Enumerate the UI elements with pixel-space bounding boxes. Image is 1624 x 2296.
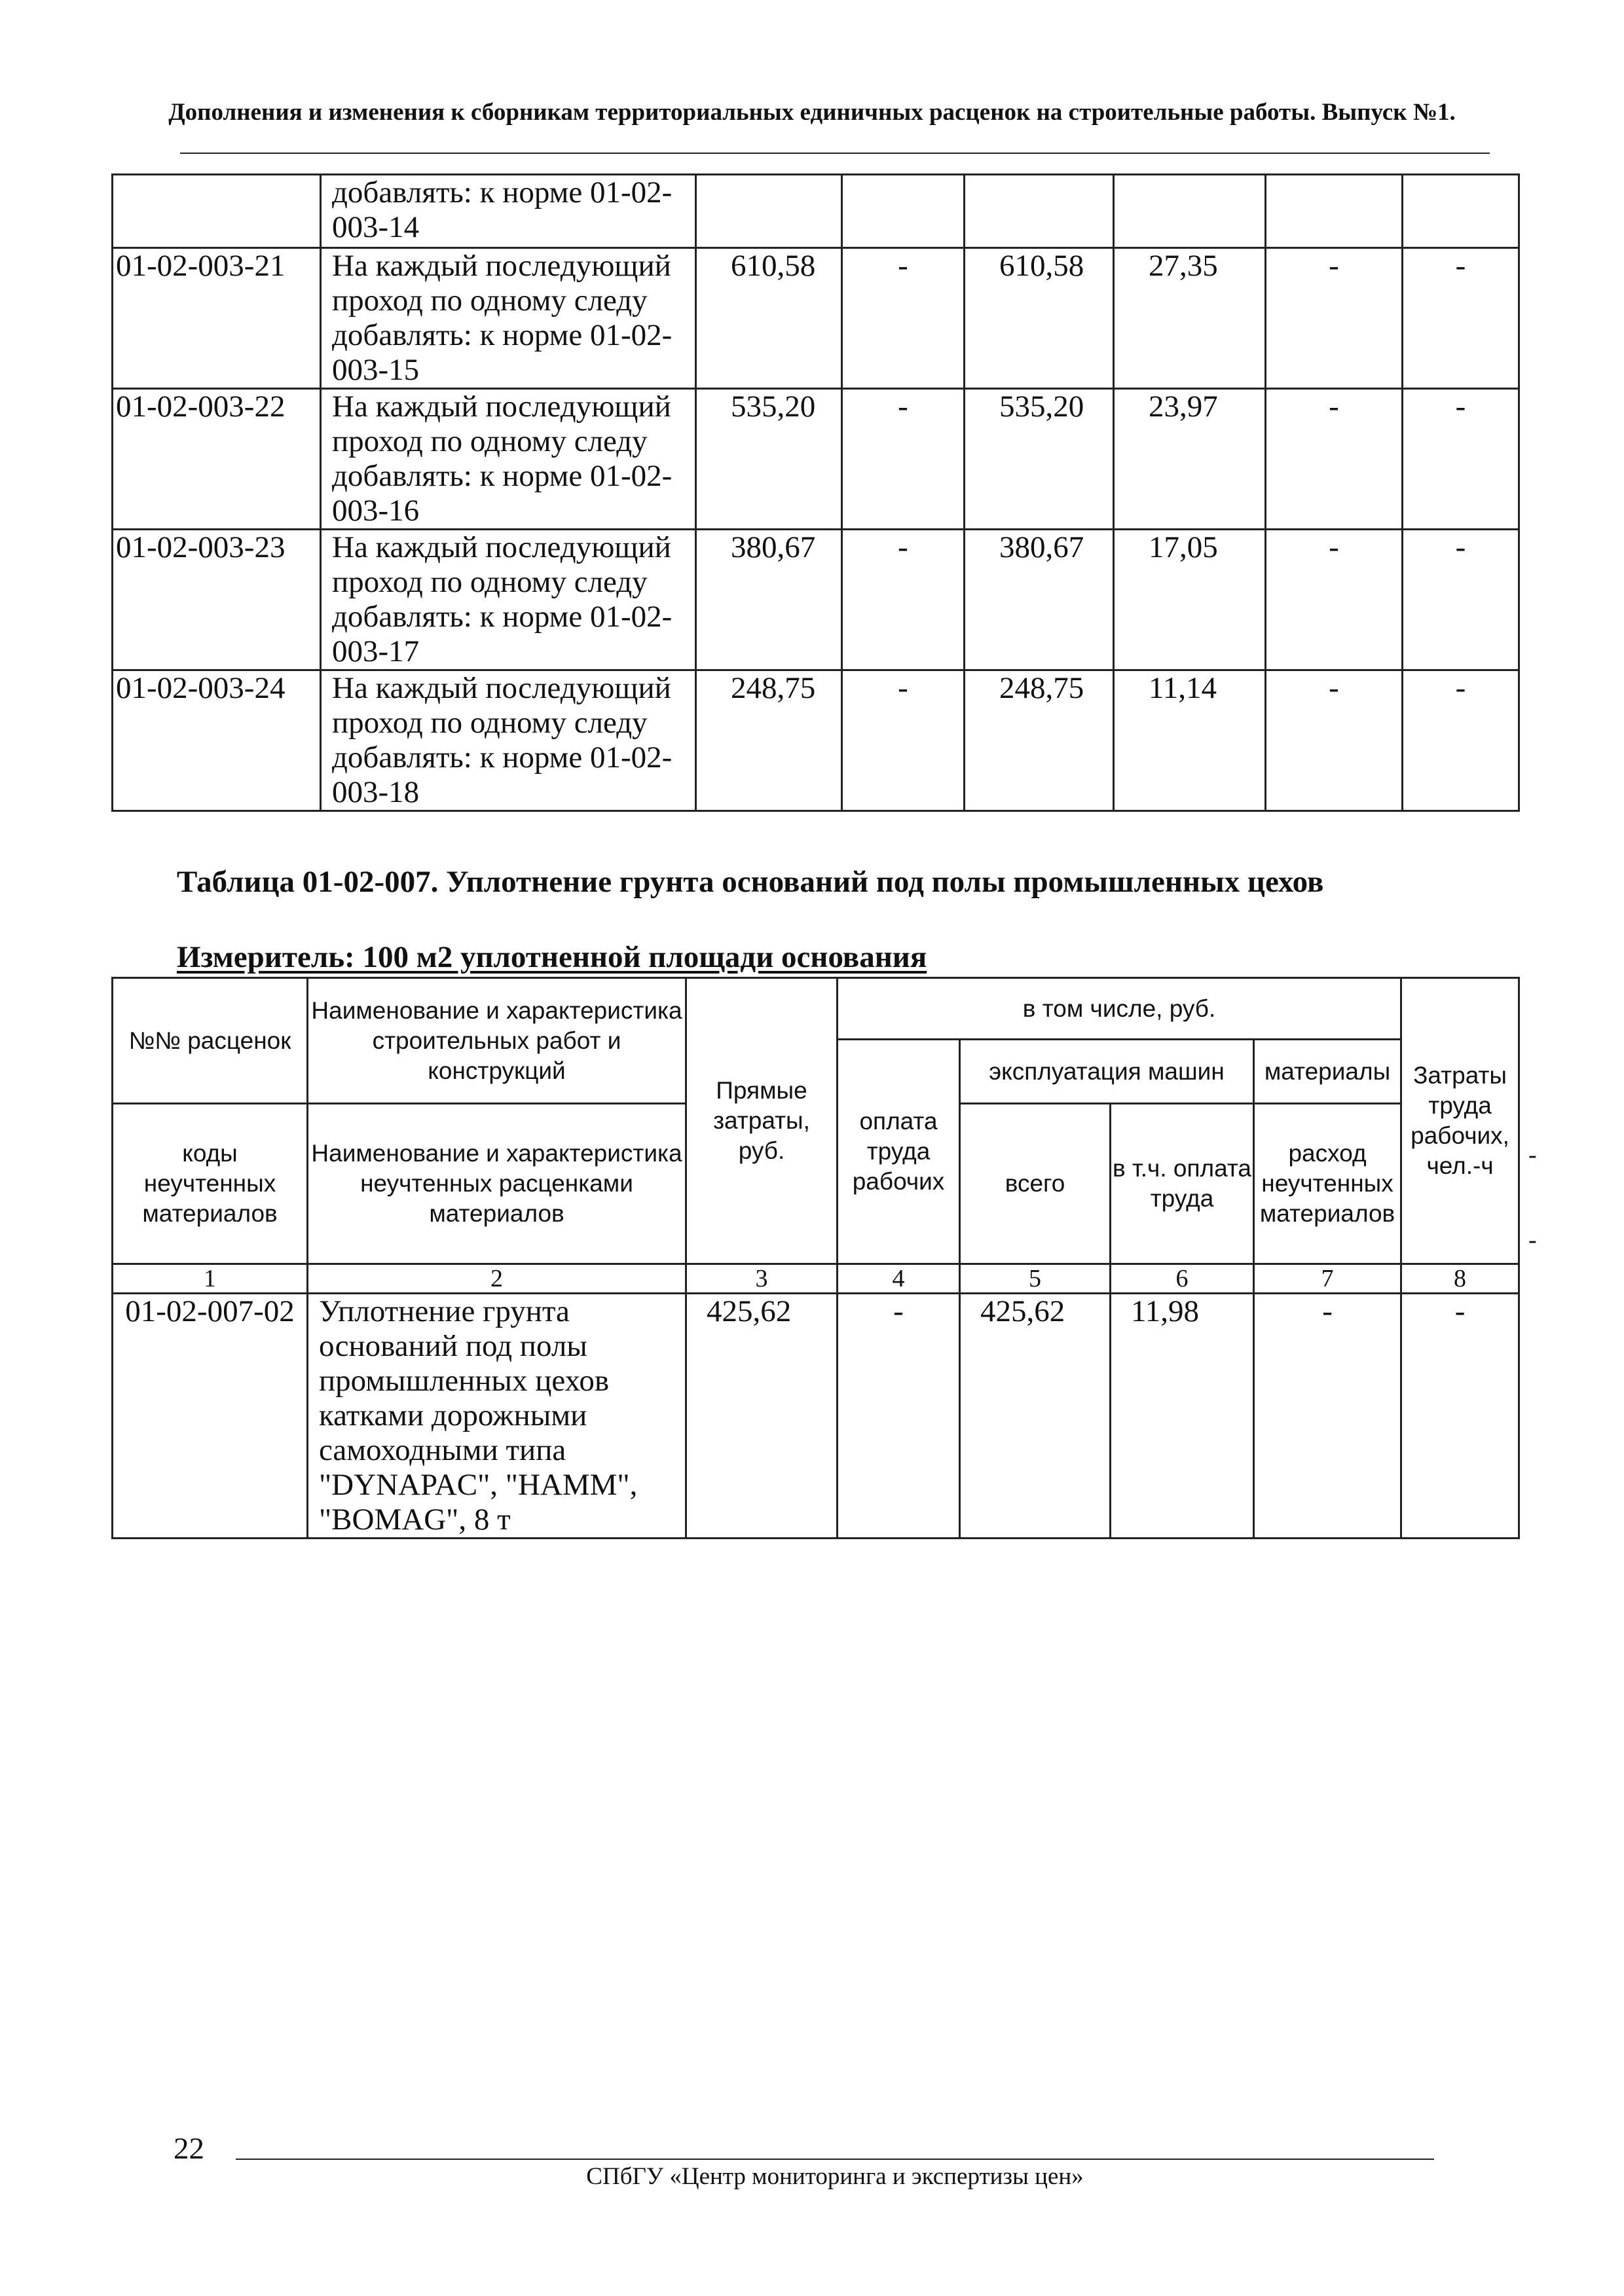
cell-direct: 248,75 (696, 670, 842, 811)
cell-code: 01-02-003-23 (113, 530, 321, 670)
rates-table-continued (111, 173, 1520, 812)
footer-rule (236, 2159, 1434, 2160)
cell-machine-labor: 17,05 (1114, 530, 1266, 670)
cell-name: На каждый последующий проход по одному следу добавлять: к норме 01-02-003-17 (321, 530, 696, 670)
cell-machine-total: 248,75 (965, 670, 1114, 811)
cell-labor-hours: - (1403, 530, 1519, 670)
cell-materials: - (1266, 530, 1403, 670)
column-number: 6 (1111, 1264, 1254, 1294)
cell-code: 01-02-003-24 (113, 670, 321, 811)
column-number: 5 (960, 1264, 1111, 1294)
column-number: 7 (1254, 1264, 1401, 1294)
header-rule (180, 153, 1490, 154)
cell-name: На каждый последующий проход по одному следу добавлять: к норме 01-02-003-16 (321, 389, 696, 530)
cell-materials: - (1266, 248, 1403, 389)
rates-table-01-02-007 (111, 977, 1520, 1539)
column-number: 8 (1401, 1264, 1519, 1294)
cell-materials: - (1266, 670, 1403, 811)
table-row (113, 670, 1519, 811)
header-machines-total: всего (960, 1104, 1111, 1264)
header-codes: коды неучтенных материалов (113, 1104, 308, 1264)
cell-machine-total: 610,58 (965, 248, 1114, 389)
cell-name: На каждый последующий проход по одному следу добавлять: к норме 01-02-003-15 (321, 248, 696, 389)
cell-machine-total (965, 175, 1114, 248)
cell-machine-labor: 11,14 (1114, 670, 1266, 811)
header-including: в том числе, руб. (838, 978, 1401, 1040)
cell-machine-labor: 11,98 (1111, 1294, 1254, 1539)
cell-direct: 535,20 (696, 389, 842, 530)
cell-labor-pay (842, 175, 965, 248)
table-measure: Измеритель: 100 м2 уплотненной площади основания (177, 940, 927, 974)
cell-direct (696, 175, 842, 248)
header-direct-costs: Прямые затраты, руб. (686, 978, 838, 1264)
cell-machine-labor (1114, 175, 1266, 248)
cell-machine-labor: 23,97 (1114, 389, 1266, 530)
cell-code: 01-02-003-21 (113, 248, 321, 389)
page-number: 22 (174, 2132, 204, 2166)
table-row (113, 1294, 1519, 1539)
cell-code: 01-02-007-02 (113, 1294, 308, 1539)
margin-dash-mark: - (1528, 1141, 1537, 1169)
page-header: Дополнения и изменения к сборникам территориальных единичных расценок на строительные работы. Выпуск №1. (168, 99, 1456, 126)
header-machines-labor: в т.ч. оплата труда (1111, 1104, 1254, 1264)
cell-machine-total: 535,20 (965, 389, 1114, 530)
cell-machine-labor: 27,35 (1114, 248, 1266, 389)
table-title: Таблица 01-02-007. Уплотнение грунта оснований под полы промышленных цехов (177, 865, 1324, 899)
header-labor-pay: оплата труда рабочих (838, 1040, 960, 1264)
cell-materials (1266, 175, 1403, 248)
cell-labor-hours: - (1403, 670, 1519, 811)
cell-materials: - (1254, 1294, 1401, 1539)
table-row (113, 389, 1519, 530)
cell-direct: 610,58 (696, 248, 842, 389)
cell-code: 01-02-003-22 (113, 389, 321, 530)
cell-machine-total: 425,62 (960, 1294, 1111, 1539)
cell-labor-pay: - (842, 670, 965, 811)
cell-name: Уплотнение грунта оснований под полы промышленных цехов катками дорожными самоходными типа "DYNAPAC", "HAMM", "BOMAG", 8 т (308, 1294, 686, 1539)
cell-machine-total: 380,67 (965, 530, 1114, 670)
cell-labor-pay: - (842, 389, 965, 530)
cell-labor-hours: - (1403, 389, 1519, 530)
cell-labor-pay: - (838, 1294, 960, 1539)
column-number: 4 (838, 1264, 960, 1294)
header-name: Наименование и характеристика строительных работ и конструкций (308, 978, 686, 1104)
cell-code (113, 175, 321, 248)
cell-labor-hours: - (1403, 248, 1519, 389)
table-row (113, 175, 1519, 248)
header-labor-hours: Затраты труда рабочих, чел.-ч (1401, 978, 1519, 1264)
header-name-unaccounted: Наименование и характеристика неучтенных расценками материалов (308, 1104, 686, 1264)
cell-direct: 425,62 (686, 1294, 838, 1539)
column-number: 3 (686, 1264, 838, 1294)
header-materials: материалы (1254, 1040, 1401, 1104)
cell-labor-pay: - (842, 530, 965, 670)
cell-labor-hours (1403, 175, 1519, 248)
column-number: 2 (308, 1264, 686, 1294)
cell-name: На каждый последующий проход по одному следу добавлять: к норме 01-02-003-18 (321, 670, 696, 811)
cell-labor-hours: - (1401, 1294, 1519, 1539)
header-materials-unaccounted: расход неучтенных материалов (1254, 1104, 1401, 1264)
margin-dash-mark: - (1528, 1226, 1537, 1254)
column-number: 1 (113, 1264, 308, 1294)
table-row (113, 530, 1519, 670)
table-row (113, 248, 1519, 389)
header-machines: эксплуатация машин (960, 1040, 1254, 1104)
cell-name: добавлять: к норме 01-02-003-14 (321, 175, 696, 248)
cell-direct: 380,67 (696, 530, 842, 670)
cell-labor-pay: - (842, 248, 965, 389)
cell-materials: - (1266, 389, 1403, 530)
header-rate-no: №№ расценок (113, 978, 308, 1104)
footer-org: СПбГУ «Центр мониторинга и экспертизы цен» (586, 2163, 1084, 2190)
